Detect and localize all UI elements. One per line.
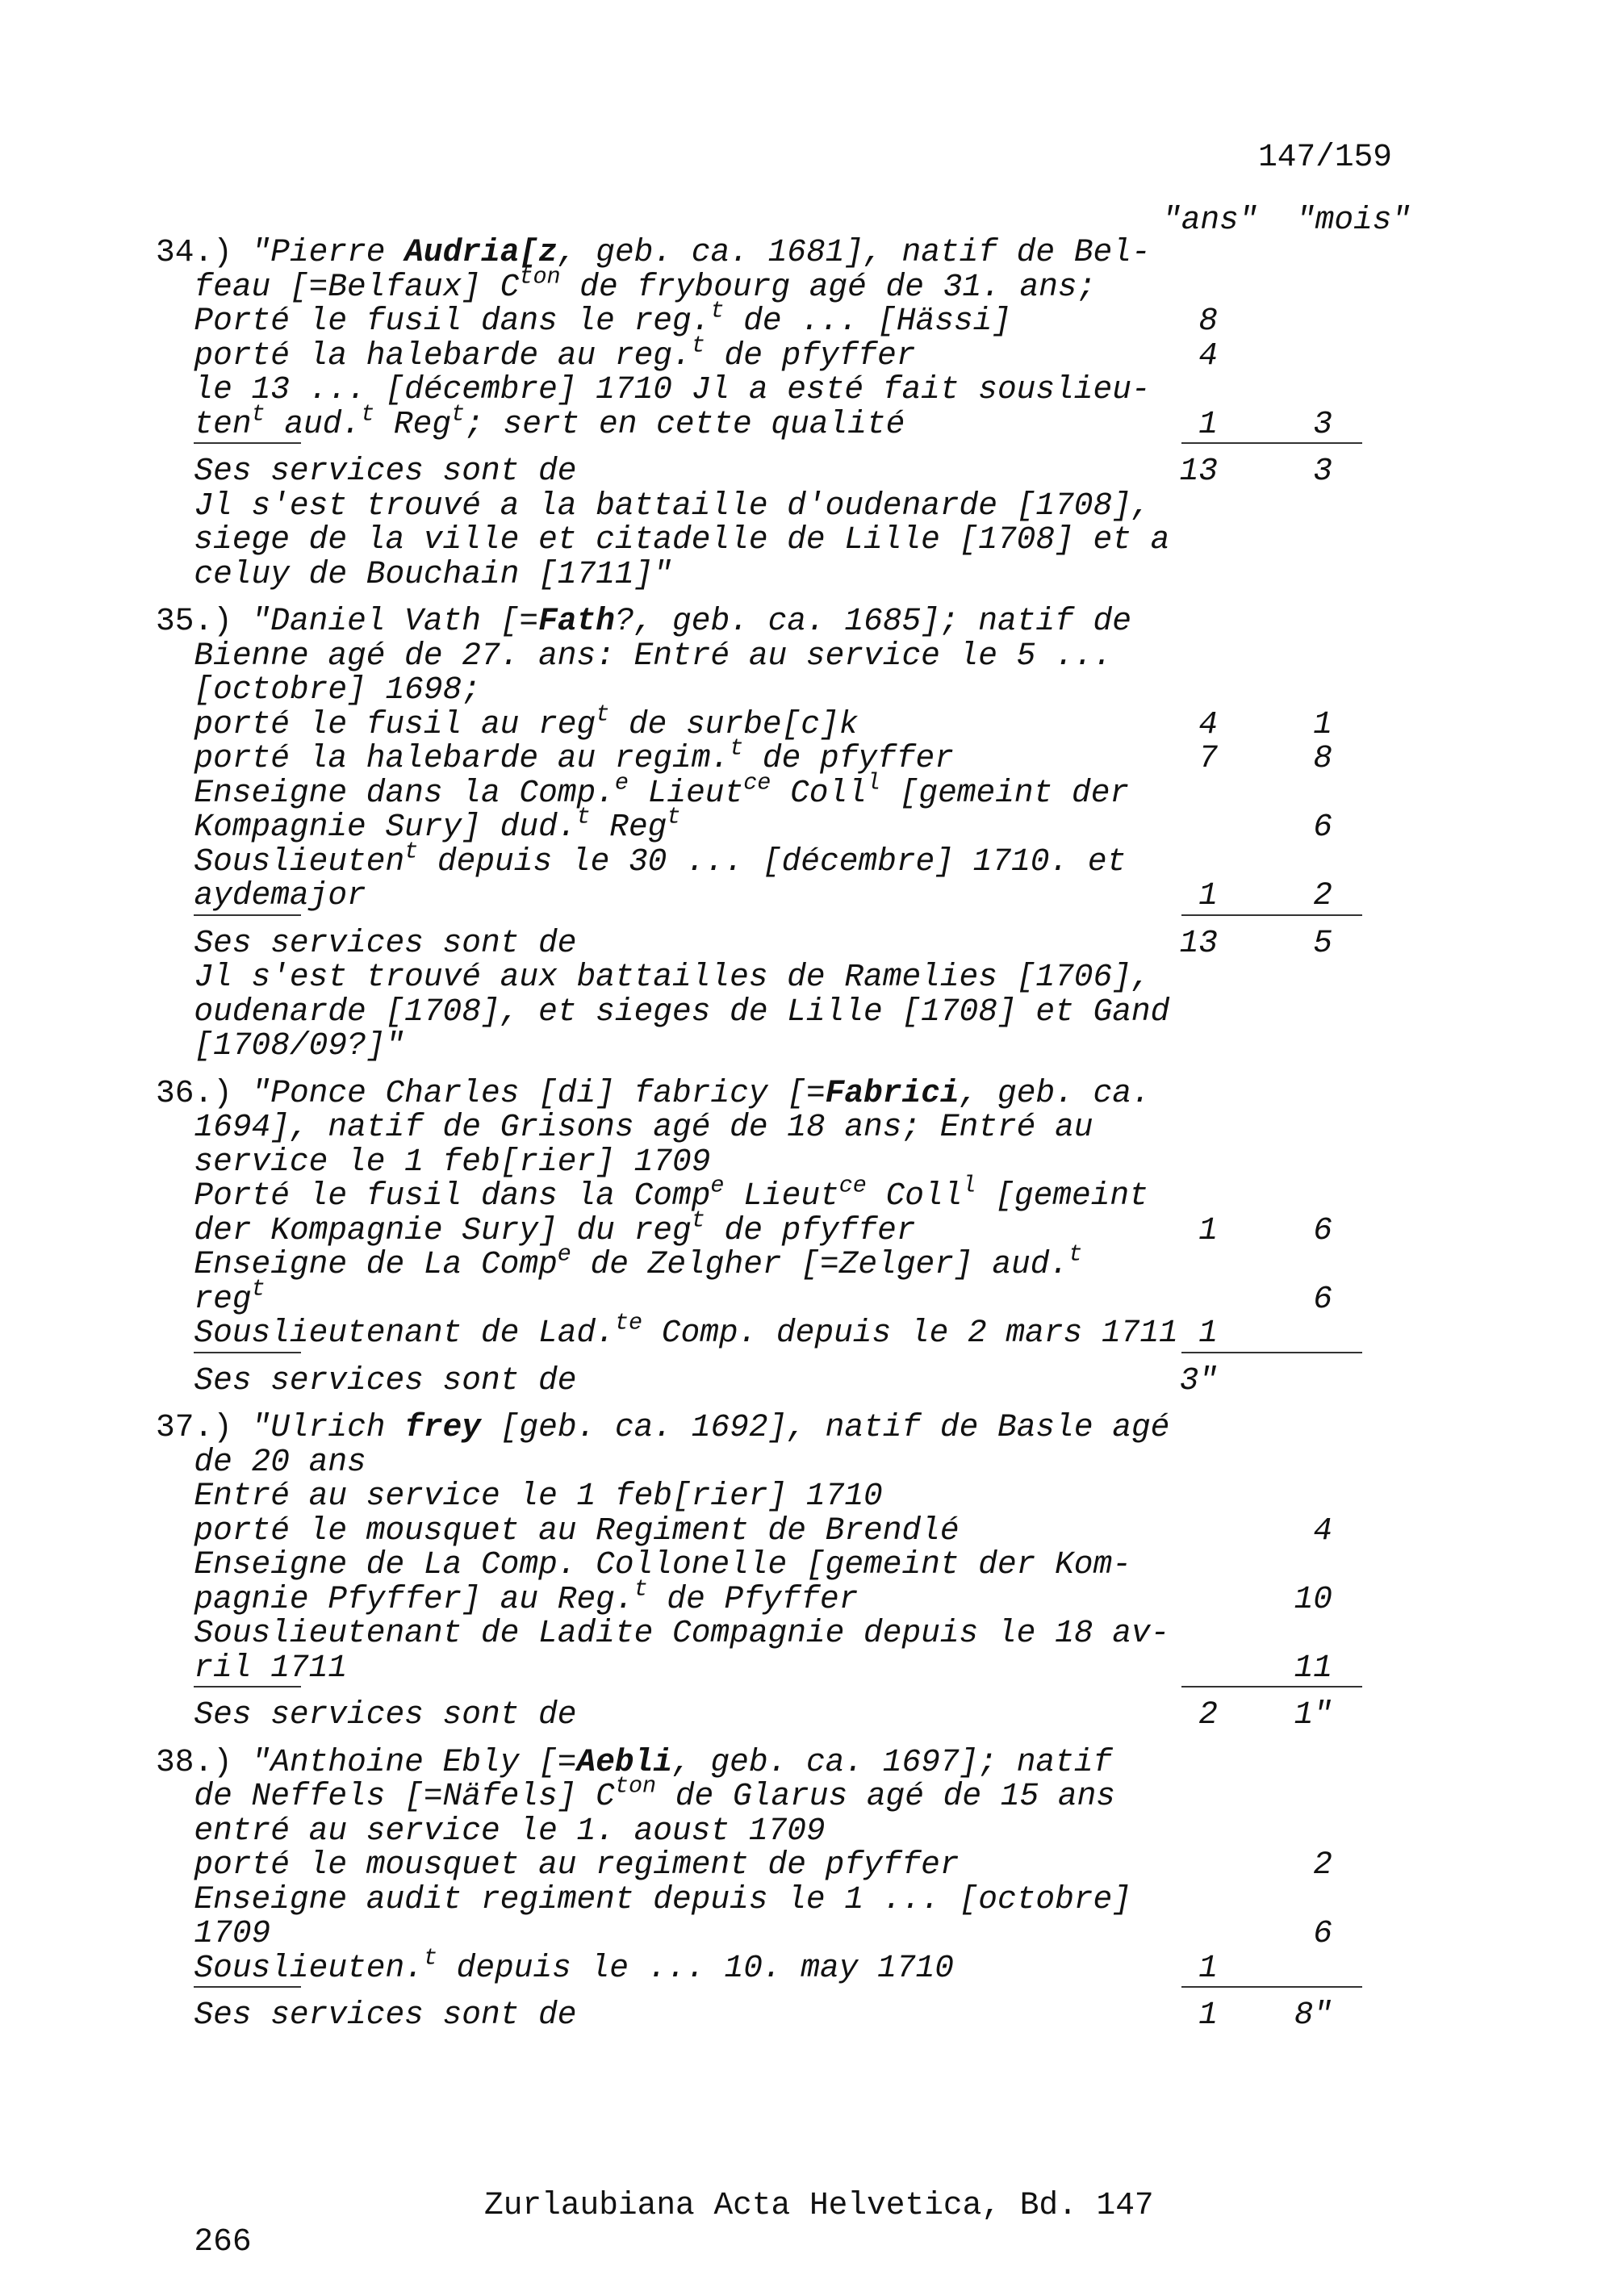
text-segment: de pfyffer (743, 740, 954, 776)
text-segment: 1709 (194, 1915, 271, 1951)
entry-number: 38.) (156, 1743, 232, 1780)
text-segment: Enseigne dans la Comp. (194, 774, 615, 811)
line-text (156, 487, 1151, 524)
surname-bold: frey (404, 1409, 482, 1445)
entry-line (156, 1698, 1366, 1733)
text-segment: ?, geb. ca. 1685]; natif de (614, 603, 1131, 639)
text-segment: Ses services sont de (194, 1361, 577, 1399)
line-text (156, 1881, 1131, 1918)
months-value: 10 (1294, 1580, 1332, 1617)
text-segment: de surbe[c]k (609, 705, 859, 742)
line-text (156, 603, 1131, 639)
surname-bold: Audria[z (404, 234, 558, 270)
line-text (156, 803, 681, 845)
superscript: t (423, 1943, 437, 1971)
text-segment: [1708/09?]" (194, 1027, 405, 1064)
entry-line (156, 1172, 1366, 1214)
text-segment: , geb. ca. (959, 1074, 1151, 1111)
superscript: ton (519, 262, 561, 290)
line-text (156, 1915, 270, 1951)
line-text (156, 1309, 1178, 1351)
text-segment: Souslieuten. (194, 1949, 424, 1986)
text-segment: entré au service le 1. aoust 1709 (194, 1812, 826, 1849)
text-segment: Souslieutenant de Lad. (194, 1315, 615, 1351)
text-segment: Ses services sont de (194, 453, 577, 489)
entry-line (156, 1206, 1366, 1248)
text-segment: "Ulrich (251, 1409, 405, 1445)
text-segment: Reg (590, 809, 667, 845)
entry-line (156, 1772, 1366, 1814)
text-segment: "Daniel Vath [= (251, 603, 539, 639)
entry-line (156, 879, 1366, 914)
entry-line (156, 454, 1366, 489)
entry-line (156, 1110, 1366, 1145)
superscript: e (710, 1172, 725, 1199)
line-text (156, 700, 859, 742)
entry-line (156, 1029, 1366, 1064)
line-text (156, 1240, 1083, 1282)
entry-line (156, 1074, 1366, 1111)
months-value: 6 (1313, 1211, 1332, 1248)
years-value: 1 (1198, 405, 1218, 442)
text-segment: Enseigne audit regiment depuis le 1 ... [octobre] (194, 1880, 1131, 1918)
entries-list (156, 236, 1366, 2046)
line-text (156, 1512, 960, 1549)
years-value: 13 (1179, 453, 1218, 489)
entry-number: 37.) (156, 1409, 232, 1445)
text-segment: Souslieuten (194, 843, 405, 880)
sum-rule (1181, 1352, 1362, 1353)
months-value: 1 (1313, 705, 1332, 742)
entry-line (156, 1514, 1366, 1549)
text-segment: de Zelgher [=Zelger] aud. (571, 1246, 1069, 1282)
months-value: 6 (1313, 1915, 1332, 1951)
line-text (156, 521, 1169, 558)
entry-line (156, 373, 1366, 408)
entry-line (156, 1848, 1366, 1883)
line-text (156, 1144, 710, 1180)
line-text (156, 837, 1127, 880)
footer-title: Zurlaubiana Acta Helvetica, Bd. 147 (484, 2187, 1154, 2223)
entry-line (156, 523, 1366, 558)
sum-rule (1181, 1686, 1362, 1687)
superscript: t (596, 700, 610, 727)
text-segment: , geb. ca. 1697]; natif (672, 1743, 1113, 1780)
entry-line (156, 768, 1366, 811)
text-segment: oudenarde [1708], et sieges de Lille [1708] et Gand (194, 993, 1170, 1030)
text-segment: Comp. depuis le 2 mars 1711 (642, 1315, 1178, 1351)
entry-line (156, 1309, 1366, 1351)
entry-line (156, 1998, 1366, 2033)
line-text (156, 959, 1151, 995)
text-segment: porté le fusil au reg (194, 705, 596, 742)
superscript: ce (838, 1172, 867, 1199)
line-text (156, 993, 1169, 1030)
line-text (156, 399, 905, 442)
text-segment: Lieut (724, 1177, 839, 1214)
text-segment: Entré au service le 1 feb[rier] 1710 (194, 1478, 883, 1514)
short-rule (194, 1686, 301, 1687)
text-segment: aud. (265, 405, 362, 442)
text-segment: de Neffels [=Näfels] C (194, 1778, 615, 1814)
text-segment: ril 1711 (194, 1649, 348, 1686)
entry-34 (156, 236, 1366, 592)
entry-line (156, 837, 1366, 880)
text-segment: Coll (771, 774, 867, 811)
line-text (156, 556, 672, 592)
line-text (156, 1206, 916, 1248)
text-segment: Reg (374, 405, 452, 442)
months-value: 3 (1313, 405, 1332, 442)
text-segment: feau [=Belfaux] C (194, 268, 520, 305)
superscript: t (730, 734, 744, 762)
superscript: t (251, 399, 266, 427)
months-value: 2 (1313, 877, 1332, 914)
entry-line (156, 1411, 1366, 1445)
line-text (156, 1172, 1148, 1214)
text-segment: de pfyffer (705, 337, 916, 374)
entry-line (156, 1575, 1366, 1617)
text-segment: "Anthoine Ebly [= (251, 1743, 577, 1780)
line-text (156, 1409, 1169, 1445)
text-segment: Bienne agé de 27. ans: Entré au service le 5 ... (194, 637, 1113, 674)
entry-37 (156, 1411, 1366, 1733)
superscript: t (1068, 1240, 1083, 1268)
short-rule (194, 914, 301, 916)
line-text (156, 1943, 954, 1986)
superscript: te (614, 1309, 643, 1336)
line-text (156, 1615, 1169, 1651)
years-value: 1 (1198, 1211, 1218, 1248)
entry-line (156, 262, 1366, 305)
text-segment: Porté le fusil dans le reg. (194, 303, 711, 339)
entry-36 (156, 1074, 1366, 1399)
superscript: t (451, 399, 466, 427)
line-text (156, 1027, 404, 1064)
entry-line (156, 297, 1366, 339)
footer-page-number: 266 (194, 2223, 252, 2260)
entry-line (156, 995, 1366, 1030)
entry-line (156, 331, 1366, 374)
entry-line (156, 1145, 1366, 1180)
months-value: 2 (1313, 1846, 1332, 1883)
superscript: e (557, 1240, 571, 1268)
entry-line (156, 604, 1366, 639)
text-segment: service le 1 feb[rier] 1709 (194, 1143, 711, 1180)
line-text (156, 371, 1151, 408)
text-segment: de frybourg agé de 31. ans; (560, 268, 1097, 305)
sum-rule (1181, 914, 1362, 916)
text-segment: Jl s'est trouvé a la battaille d'oudenarde [1708], (194, 487, 1151, 524)
text-segment: de 20 ans (194, 1443, 366, 1480)
months-value: 3 (1313, 453, 1332, 489)
text-segment: celuy de Bouchain [1711]" (194, 555, 673, 592)
line-text (156, 1772, 1116, 1814)
entry-38 (156, 1743, 1366, 2033)
entry-line (156, 1479, 1366, 1514)
sum-rule (1181, 442, 1362, 444)
text-segment: depuis le ... 10. may 1710 (437, 1949, 954, 1986)
line-text (156, 768, 1130, 811)
text-segment: Coll (866, 1177, 963, 1214)
text-segment: der Kompagnie Sury] du reg (194, 1211, 692, 1248)
years-value: 4 (1198, 705, 1218, 742)
line-text (156, 1813, 826, 1849)
superscript: t (691, 331, 705, 358)
superscript: t (404, 837, 419, 864)
text-segment: de pfyffer (705, 1211, 916, 1248)
entry-line (156, 1943, 1366, 1986)
text-segment: Enseigne de La Comp (194, 1246, 558, 1282)
line-text (156, 1444, 366, 1480)
text-segment: porté la halebarde au regim. (194, 740, 730, 776)
entry-number: 36.) (156, 1074, 232, 1111)
short-rule (194, 1986, 301, 1988)
line-text (156, 1274, 266, 1317)
text-segment: porté la halebarde au reg. (194, 337, 692, 374)
entry-line (156, 960, 1366, 995)
line-text (156, 1075, 1151, 1111)
line-text (156, 877, 366, 914)
text-segment: de ... [Hässi] (724, 303, 1012, 339)
text-segment: reg (194, 1280, 252, 1317)
text-segment: pagnie Pfyffer] au Reg. (194, 1580, 634, 1617)
superscript: t (710, 297, 725, 324)
line-text (156, 453, 576, 489)
entry-line (156, 926, 1366, 961)
text-segment: [octobre] 1698; (194, 671, 481, 708)
years-value: 4 (1198, 337, 1218, 374)
years-value: 7 (1198, 740, 1218, 776)
footer (156, 2187, 1154, 2296)
line-text (156, 671, 481, 708)
text-segment: depuis le 30 ... [décembre] 1710. et (418, 843, 1127, 880)
short-rule (194, 1352, 301, 1353)
superscript: t (576, 803, 591, 830)
text-segment: Porté le fusil dans la Comp (194, 1177, 711, 1214)
entry-line (156, 1361, 1366, 1399)
page-number: 147/159 (1258, 139, 1392, 175)
years-value: 13 (1179, 924, 1218, 961)
entry-line (156, 555, 1366, 592)
text-segment: siege de la ville et citadelle de Lille [1708] et a (194, 521, 1170, 558)
line-text (156, 638, 1112, 674)
line-text (156, 262, 1097, 305)
years-value: 1 (1198, 1315, 1218, 1351)
text-segment: Ses services sont de (194, 1696, 577, 1733)
superscript: t (251, 1274, 266, 1302)
text-segment: 1694], natif de Grisons agé de 18 ans; Entré au (194, 1109, 1093, 1145)
line-text (156, 1696, 576, 1733)
text-segment: le 13 ... [décembre] 1710 Jl a esté fait souslieu- (194, 371, 1151, 408)
entry-line (156, 673, 1366, 708)
entry-line (156, 1240, 1366, 1282)
text-segment: [gemeint der (880, 774, 1130, 811)
months-value: 6 (1313, 809, 1332, 845)
line-text (156, 1362, 576, 1399)
text-segment: porté le mousquet au regiment de pfyffer (194, 1846, 960, 1883)
entry-line (156, 1743, 1366, 1780)
text-segment: Souslieutenant de Ladite Compagnie depuis le 18 av- (194, 1615, 1170, 1651)
text-segment: [gemeint (976, 1177, 1148, 1214)
text-segment: "Ponce Charles [di] fabricy [= (251, 1074, 826, 1111)
entry-line (156, 639, 1366, 674)
line-text (156, 234, 1151, 270)
entry-line (156, 803, 1366, 845)
entry-line (156, 489, 1366, 524)
entry-line (156, 1917, 1366, 1951)
sum-rule (1181, 1986, 1362, 1988)
column-header-ans: "ans" (1162, 202, 1258, 238)
entry-line (156, 399, 1366, 442)
text-segment: Enseigne de La Comp. Collonelle [gemeint der Kom- (194, 1546, 1131, 1583)
superscript: e (614, 768, 629, 796)
entry-line (156, 236, 1366, 270)
months-value: 1" (1294, 1696, 1332, 1733)
entry-number: 34.) (156, 234, 232, 270)
superscript: ton (614, 1772, 657, 1800)
entry-number: 35.) (156, 603, 232, 639)
line-text (156, 925, 576, 961)
superscript: l (962, 1172, 976, 1199)
years-value: 1 (1198, 877, 1218, 914)
line-text (156, 1650, 347, 1686)
years-value: 1 (1198, 1997, 1218, 2033)
text-segment: ; sert en cette qualité (465, 405, 905, 442)
text-segment: "Pierre (251, 234, 405, 270)
column-header-mois: "mois" (1295, 202, 1411, 238)
superscript: t (361, 399, 375, 427)
surname-bold: Aebli (576, 1743, 673, 1780)
superscript: l (866, 768, 880, 796)
entry-line (156, 1445, 1366, 1480)
text-segment: Kompagnie Sury] dud. (194, 809, 577, 845)
months-value: 8" (1294, 1997, 1332, 2033)
line-text (156, 734, 954, 776)
months-value: 8 (1313, 740, 1332, 776)
line-text (156, 331, 916, 374)
years-value: 2 (1198, 1696, 1218, 1733)
line-text (156, 1109, 1093, 1145)
line-text (156, 297, 1012, 339)
text-segment: Ses services sont de (194, 924, 577, 961)
months-value: 4 (1313, 1512, 1332, 1549)
text-segment: Jl s'est trouvé aux battailles de Ramelies [1706], (194, 959, 1151, 995)
text-segment: de Pfyffer (647, 1580, 859, 1617)
months-value: 5 (1313, 924, 1332, 961)
entry-35 (156, 604, 1366, 1064)
text-segment: porté le mousquet au Regiment de Brendlé (194, 1512, 960, 1549)
superscript: t (691, 1206, 705, 1233)
entry-line (156, 700, 1366, 742)
superscript: t (633, 1575, 648, 1602)
text-segment: ten (194, 405, 252, 442)
line-text (156, 1997, 576, 2033)
years-value: 8 (1198, 303, 1218, 339)
entry-line (156, 1274, 1366, 1317)
surname-bold: Fath (538, 603, 615, 639)
years-value: 3" (1179, 1361, 1218, 1399)
months-value: 11 (1294, 1649, 1332, 1686)
entry-line (156, 1814, 1366, 1849)
entry-line (156, 1651, 1366, 1686)
text-segment: Lieut (628, 774, 744, 811)
line-text (156, 1846, 960, 1883)
text-segment: aydemajor (194, 877, 366, 914)
line-text (156, 1575, 859, 1617)
entry-line (156, 1548, 1366, 1583)
superscript: t (667, 803, 681, 830)
surname-bold: Fabrici (825, 1074, 960, 1111)
column-headers (1162, 202, 1411, 238)
text-segment: [geb. ca. 1692], natif de Basle agé (481, 1409, 1170, 1445)
superscript: ce (743, 768, 771, 796)
text-segment: Ses services sont de (194, 1997, 577, 2033)
text-segment: de Glarus agé de 15 ans (656, 1778, 1116, 1814)
years-value: 1 (1198, 1949, 1218, 1986)
line-text (156, 1478, 883, 1514)
entry-line (156, 1880, 1366, 1918)
entry-line (156, 1616, 1366, 1651)
short-rule (194, 442, 301, 444)
months-value: 6 (1313, 1280, 1332, 1317)
text-segment: , geb. ca. 1681], natif de Bel- (557, 234, 1151, 270)
